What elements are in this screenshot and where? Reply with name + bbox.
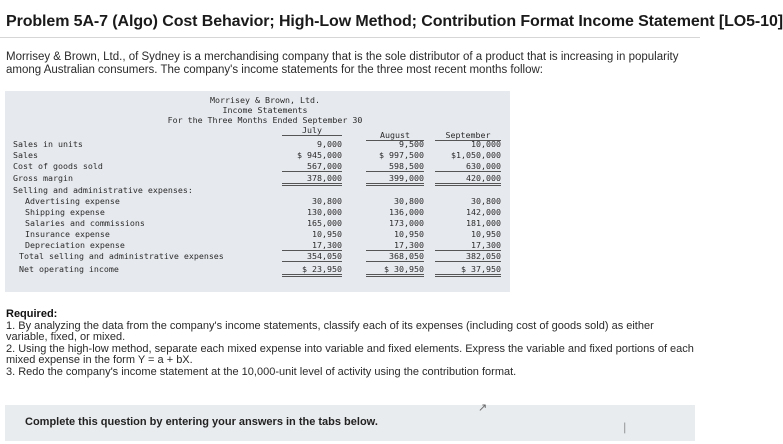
statement-cell: $ 37,950 bbox=[435, 264, 501, 277]
statement-cell: 17,300 bbox=[282, 240, 342, 251]
statement-period: For the Three Months Ended September 30 bbox=[167, 115, 363, 125]
statement-cell: 368,050 bbox=[366, 251, 424, 262]
statement-company: Morrisey & Brown, Ltd. bbox=[210, 95, 320, 105]
mouse-cursor-icon: ↗ bbox=[478, 402, 488, 414]
statement-cell: 30,800 bbox=[471, 196, 501, 206]
statement-cell: 378,000 bbox=[282, 173, 342, 186]
statement-subtitle: Income Statements bbox=[222, 105, 308, 115]
statement-cell: 630,000 bbox=[435, 161, 501, 172]
statement-row-label: Cost of goods sold bbox=[13, 161, 103, 171]
statement-cell: 17,300 bbox=[435, 240, 501, 251]
required-heading: Required: bbox=[6, 308, 58, 320]
required-item: 2. Using the high-low method, separate each mixed expense into variable and fixed elements. Express the variable and fixed portions of each mixed expense in the form Y = a + bX. bbox=[6, 342, 694, 366]
statement-cell: 30,800 bbox=[312, 196, 342, 206]
statement-cell: 567,000 bbox=[282, 161, 342, 172]
statement-row-label: Gross margin bbox=[13, 173, 73, 183]
statement-cell: 420,000 bbox=[435, 173, 501, 186]
statement-cell: 10,950 bbox=[312, 229, 342, 239]
banner-text: Complete this question by entering your answers in the tabs below. bbox=[25, 416, 378, 428]
required-section bbox=[6, 309, 696, 378]
statement-cell: 10,950 bbox=[471, 229, 501, 239]
statement-cell: 165,000 bbox=[307, 218, 342, 228]
statement-row-label: Total selling and administrative expenses bbox=[19, 251, 224, 261]
statement-cell: 173,000 bbox=[389, 218, 424, 228]
month-header: July bbox=[282, 125, 342, 136]
month-header: September bbox=[435, 130, 501, 141]
statement-cell: 354,050 bbox=[282, 251, 342, 262]
statement-cell: 9,500 bbox=[399, 139, 424, 149]
title-divider bbox=[0, 37, 700, 38]
statement-cell: 130,000 bbox=[307, 207, 342, 217]
statement-cell: 17,300 bbox=[366, 240, 424, 251]
instructions-banner bbox=[5, 405, 695, 441]
statement-cell: 382,050 bbox=[435, 251, 501, 262]
statement-cell: 10,950 bbox=[394, 229, 424, 239]
statement-cell: 10,000 bbox=[471, 139, 501, 149]
statement-cell: 30,800 bbox=[394, 196, 424, 206]
statement-cell: $ 23,950 bbox=[282, 264, 342, 277]
statement-row-label: Depreciation expense bbox=[25, 240, 125, 250]
statement-row-label: Advertising expense bbox=[25, 196, 120, 206]
statement-row-label: Sales in units bbox=[13, 139, 83, 149]
statement-cell: 142,000 bbox=[466, 207, 501, 217]
statement-cell: 9,000 bbox=[317, 139, 342, 149]
intro-paragraph: Morrisey & Brown, Ltd., of Sydney is a merchandising company that is the sole distributor of a product that is increasing in popularity among Australian consumers. The company's income statements for the three most recent months follow: bbox=[6, 51, 679, 76]
statement-row-label: Insurance expense bbox=[25, 229, 110, 239]
statement-cell: 399,000 bbox=[366, 173, 424, 186]
statement-cell: $ 997,500 bbox=[379, 150, 424, 160]
required-item: 3. Redo the company's income statement at the 10,000-unit level of activity using the contribution format. bbox=[6, 365, 517, 378]
required-item: 1. By analyzing the data from the company's income statements, classify each of its expenses (including cost of goods sold) as either variable, fixed, or mixed. bbox=[6, 319, 654, 343]
statement-row-label: Shipping expense bbox=[25, 207, 105, 217]
month-header: August bbox=[366, 130, 424, 141]
statement-row-label: Salaries and commissions bbox=[25, 218, 145, 228]
statement-cell: $ 945,000 bbox=[297, 150, 342, 160]
statement-cell: $1,050,000 bbox=[451, 150, 501, 160]
statement-cell: $ 30,950 bbox=[366, 264, 424, 277]
statement-row-label: Sales bbox=[13, 150, 38, 160]
problem-title: Problem 5A-7 (Algo) Cost Behavior; High-Low Method; Contribution Format Income Statement [LO5-10] bbox=[6, 13, 783, 30]
income-statement-table bbox=[5, 91, 510, 292]
statement-cell: 181,000 bbox=[466, 218, 501, 228]
statement-cell: 136,000 bbox=[389, 207, 424, 217]
statement-row-label: Net operating income bbox=[19, 264, 119, 274]
statement-row-label: Selling and administrative expenses: bbox=[13, 185, 193, 195]
statement-cell: 598,500 bbox=[366, 161, 424, 172]
text-cursor-icon: ∣ bbox=[622, 422, 628, 434]
